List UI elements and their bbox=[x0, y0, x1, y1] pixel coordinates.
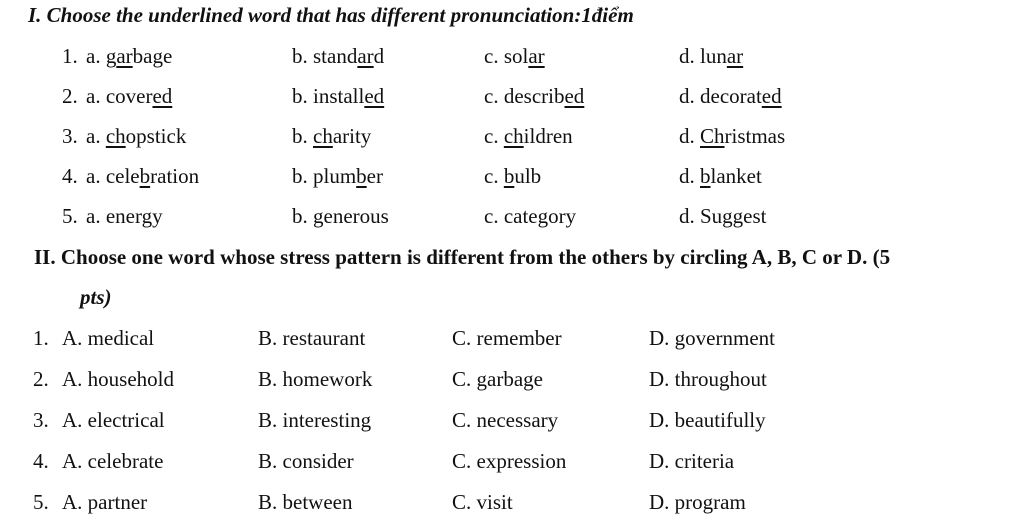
underlined-sound: b bbox=[139, 164, 151, 188]
option-b: B. restaurant bbox=[258, 326, 366, 350]
option-d: d. Suggest bbox=[679, 204, 767, 228]
option-a: a. covered bbox=[86, 84, 173, 108]
part1-question-5 bbox=[0, 204, 1024, 234]
option-c: c. category bbox=[484, 204, 577, 228]
option-c: c. described bbox=[484, 84, 585, 108]
option-d: D. throughout bbox=[649, 367, 767, 391]
option-d: d. Christmas bbox=[679, 124, 786, 148]
option-d: d. lunar bbox=[679, 44, 744, 68]
option-c: C. expression bbox=[452, 449, 567, 473]
question-number: 4. bbox=[33, 449, 49, 473]
underlined-sound: ar bbox=[116, 44, 133, 68]
option-b: b. generous bbox=[292, 204, 389, 228]
question-number: 3. bbox=[33, 408, 49, 432]
option-a: A. partner bbox=[62, 490, 148, 514]
underlined-sound: ar bbox=[357, 44, 374, 68]
option-d: d. decorated bbox=[679, 84, 782, 108]
underlined-sound: b bbox=[356, 164, 367, 188]
question-number: 1. bbox=[33, 326, 49, 350]
question-number: 5. bbox=[33, 490, 49, 514]
option-c: C. remember bbox=[452, 326, 562, 350]
part2-heading-continuation: pts) bbox=[80, 285, 112, 309]
underlined-sound: ch bbox=[313, 124, 333, 148]
option-b: B. interesting bbox=[258, 408, 372, 432]
part2-question-3 bbox=[0, 408, 1024, 438]
option-d: D. government bbox=[649, 326, 775, 350]
part2-heading: II. Choose one word whose stress pattern is different from the others by circling A, B, C or D. (5 bbox=[34, 245, 891, 269]
option-a: A. electrical bbox=[62, 408, 165, 432]
part2-question-4 bbox=[0, 449, 1024, 479]
question-number: 5. bbox=[62, 204, 78, 228]
option-a: a. garbage bbox=[86, 44, 173, 68]
option-d: D. criteria bbox=[649, 449, 735, 473]
underlined-sound: b bbox=[503, 164, 515, 188]
question-number: 2. bbox=[62, 84, 78, 108]
option-a: A. celebrate bbox=[62, 449, 164, 473]
underlined-sound: ed bbox=[152, 84, 173, 108]
question-number: 3. bbox=[62, 124, 78, 148]
part1-question-2 bbox=[0, 84, 1024, 114]
part2-question-1 bbox=[0, 326, 1024, 356]
underlined-sound: ar bbox=[528, 44, 545, 68]
part1-question-3 bbox=[0, 124, 1024, 154]
underlined-sound: ar bbox=[726, 44, 744, 68]
option-c: C. necessary bbox=[452, 408, 559, 432]
option-a: a. celebration bbox=[86, 164, 200, 188]
option-c: C. visit bbox=[452, 490, 513, 514]
part1-question-1 bbox=[0, 44, 1024, 74]
option-c: C. garbage bbox=[452, 367, 543, 391]
option-d: D. beautifully bbox=[649, 408, 766, 432]
part1-question-4 bbox=[0, 164, 1024, 194]
option-b: B. consider bbox=[258, 449, 354, 473]
option-b: b. plumber bbox=[292, 164, 383, 188]
underlined-sound: ed bbox=[364, 84, 385, 108]
question-number: 1. bbox=[62, 44, 78, 68]
option-c: c. bulb bbox=[484, 164, 542, 188]
question-number: 4. bbox=[62, 164, 78, 188]
option-b: b. charity bbox=[292, 124, 372, 148]
option-a: A. medical bbox=[62, 326, 155, 350]
option-c: c. children bbox=[484, 124, 573, 148]
underlined-sound: ed bbox=[761, 84, 782, 108]
option-d: D. program bbox=[649, 490, 746, 514]
option-a: a. chopstick bbox=[86, 124, 187, 148]
option-a: A. household bbox=[62, 367, 174, 391]
part2-question-2 bbox=[0, 367, 1024, 397]
underlined-sound: ed bbox=[564, 84, 585, 108]
option-b: b. installed bbox=[292, 84, 385, 108]
part1-heading: I. Choose the underlined word that has different pronunciation:1điểm bbox=[28, 3, 634, 27]
option-b: B. between bbox=[258, 490, 353, 514]
option-d: d. blanket bbox=[679, 164, 762, 188]
option-b: B. homework bbox=[258, 367, 373, 391]
underlined-sound: ch bbox=[503, 124, 524, 148]
underlined-sound: ch bbox=[105, 124, 126, 148]
question-number: 2. bbox=[33, 367, 49, 391]
underlined-sound: Ch bbox=[700, 124, 725, 148]
underlined-sound: b bbox=[700, 164, 711, 188]
option-a: a. energy bbox=[86, 204, 163, 228]
option-c: c. solar bbox=[484, 44, 545, 68]
option-b: b. standard bbox=[292, 44, 385, 68]
part2-question-5 bbox=[0, 490, 1024, 520]
